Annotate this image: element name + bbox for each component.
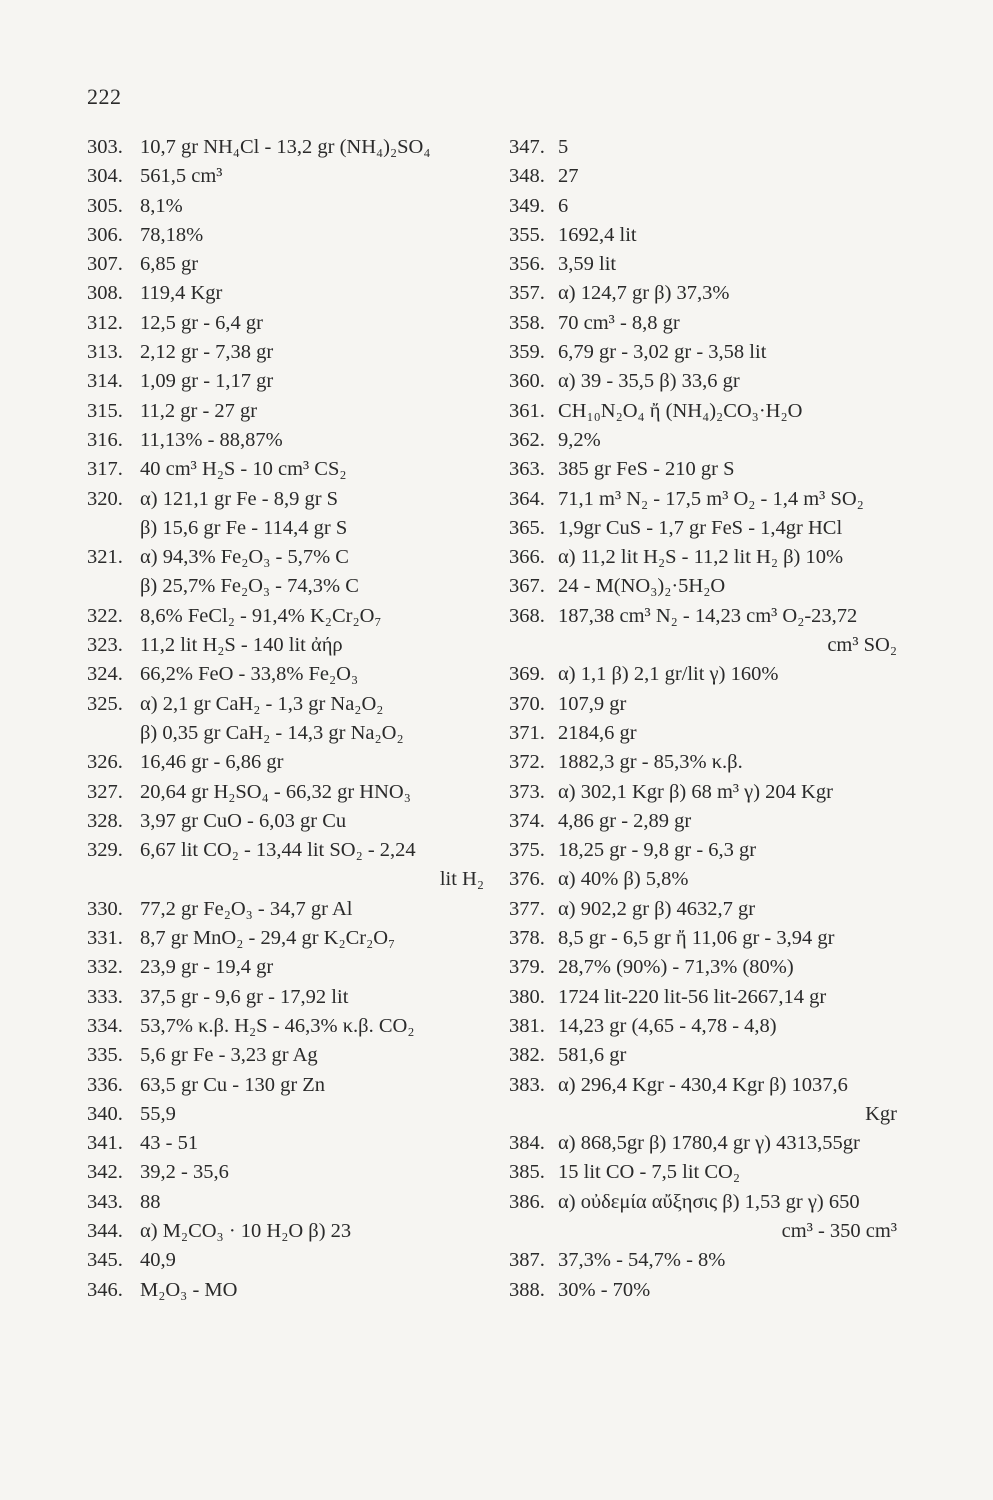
answer-entry xyxy=(87,1188,502,1217)
problem-number: 330. xyxy=(87,897,123,920)
answer-text: 3,59 lit xyxy=(558,253,617,276)
problem-number: 358. xyxy=(509,311,545,334)
answer-entry xyxy=(87,1071,502,1100)
answer-text: 6,85 gr xyxy=(140,253,199,276)
answer-text: 66,2% FeO - 33,8% Fe₂O₃ xyxy=(140,663,359,686)
answers-right-column xyxy=(509,133,909,1305)
answer-continuation-line xyxy=(87,865,502,894)
answer-entry xyxy=(509,221,909,250)
answer-entry xyxy=(509,192,909,221)
answer-text: 20,64 gr H₂SO₄ - 66,32 gr HNO₃ xyxy=(140,780,411,803)
problem-number: 370. xyxy=(509,692,545,715)
problem-number: 362. xyxy=(509,428,545,451)
problem-number: 380. xyxy=(509,985,545,1008)
answer-entry xyxy=(509,953,909,982)
answer-text: 18,25 gr - 9,8 gr - 6,3 gr xyxy=(558,839,757,862)
answer-text: 40,9 xyxy=(140,1249,176,1272)
answer-entry xyxy=(509,778,909,807)
answer-entry xyxy=(509,1158,909,1187)
answer-continuation-line xyxy=(87,514,502,543)
answer-text: 39,2 - 35,6 xyxy=(140,1161,229,1184)
answer-text: 5,6 gr Fe - 3,23 gr Ag xyxy=(140,1044,318,1067)
answer-entry xyxy=(509,572,909,601)
answer-text: α) 94,3% Fe₂O₃ - 5,7% C xyxy=(140,546,349,569)
answer-text: 1724 lit-220 lit-56 lit-2667,14 gr xyxy=(558,985,827,1008)
answer-text: 55,9 xyxy=(140,1102,176,1125)
answer-entry xyxy=(87,748,502,777)
answer-entry xyxy=(509,279,909,308)
answer-text: 385 gr FeS - 210 gr S xyxy=(558,458,735,481)
answer-text: 1,09 gr - 1,17 gr xyxy=(140,370,274,393)
problem-number: 382. xyxy=(509,1044,545,1067)
answer-text: 11,2 lit H₂S - 140 lit ἀήρ xyxy=(140,634,343,657)
answer-text: 11,2 gr - 27 gr xyxy=(140,399,258,422)
answer-entry xyxy=(87,455,502,484)
answer-entry xyxy=(87,690,502,719)
problem-number: 320. xyxy=(87,487,123,510)
problem-number: 324. xyxy=(87,663,123,686)
answer-text: α) 302,1 Kgr β) 68 m³ γ) 204 Kgr xyxy=(558,780,833,803)
problem-number: 306. xyxy=(87,223,123,246)
answer-entry xyxy=(87,485,502,514)
answer-text: CH₁₀N₂O₄ ἤ (NH₄)₂CO₃·H₂O xyxy=(558,399,803,422)
problem-number: 344. xyxy=(87,1219,123,1242)
problem-number: 355. xyxy=(509,223,545,246)
problem-number: 307. xyxy=(87,253,123,276)
answer-text: α) 2,1 gr CaH₂ - 1,3 gr Na₂O₂ xyxy=(140,692,384,715)
answer-entry xyxy=(87,1158,502,1187)
answer-text: α) 121,1 gr Fe - 8,9 gr S xyxy=(140,487,339,510)
problem-number: 376. xyxy=(509,868,545,891)
answer-entry xyxy=(87,1012,502,1041)
answer-entry xyxy=(509,250,909,279)
answer-entry xyxy=(509,807,909,836)
answer-text: 40 cm³ H₂S - 10 cm³ CS₂ xyxy=(140,458,347,481)
answer-text: 30% - 70% xyxy=(558,1278,651,1301)
answer-entry xyxy=(87,133,502,162)
answer-entry xyxy=(509,1041,909,1070)
answer-text: 71,1 m³ N₂ - 17,5 m³ O₂ - 1,4 m³ SO₂ xyxy=(558,487,864,510)
problem-number: 313. xyxy=(87,341,123,364)
problem-number: 366. xyxy=(509,546,545,569)
problem-number: 365. xyxy=(509,516,545,539)
answer-entry xyxy=(87,367,502,396)
problem-number: 347. xyxy=(509,136,545,158)
problem-number: 381. xyxy=(509,1014,545,1037)
problem-number: 368. xyxy=(509,604,545,627)
answer-entry xyxy=(509,543,909,572)
answer-entry xyxy=(87,309,502,338)
problem-number: 377. xyxy=(509,897,545,920)
problem-number: 315. xyxy=(87,399,123,422)
answer-text: 5 xyxy=(558,136,569,158)
problem-number: 361. xyxy=(509,399,545,422)
answer-text: 8,7 gr MnO₂ - 29,4 gr K₂Cr₂O₇ xyxy=(140,927,396,950)
answer-text: α) 902,2 gr β) 4632,7 gr xyxy=(558,897,756,920)
answer-entry xyxy=(509,602,909,631)
answer-text: 37,3% - 54,7% - 8% xyxy=(558,1249,726,1272)
answer-entry xyxy=(87,1246,502,1275)
problem-number: 360. xyxy=(509,370,545,393)
problem-number: 317. xyxy=(87,458,123,481)
answer-entry xyxy=(87,338,502,367)
problem-number: 332. xyxy=(87,956,123,979)
problem-number: 374. xyxy=(509,809,545,832)
problem-number: 314. xyxy=(87,370,123,393)
problem-number: 386. xyxy=(509,1190,545,1213)
problem-number: 340. xyxy=(87,1102,123,1125)
answer-text: α) 868,5gr β) 1780,4 gr γ) 4313,55gr xyxy=(558,1132,860,1155)
answer-continuation-line xyxy=(509,631,909,660)
answers-left-column xyxy=(87,133,502,1305)
answer-text: 70 cm³ - 8,8 gr xyxy=(558,311,680,334)
problem-number: 348. xyxy=(509,165,545,188)
answer-text: 3,97 gr CuO - 6,03 gr Cu xyxy=(140,809,347,832)
answer-entry xyxy=(509,748,909,777)
problem-number: 349. xyxy=(509,194,545,217)
problem-number: 334. xyxy=(87,1014,123,1037)
problem-number: 312. xyxy=(87,311,123,334)
answer-text: 6 xyxy=(558,194,569,217)
answer-entry xyxy=(87,602,502,631)
answer-entry xyxy=(509,1276,909,1305)
problem-number: 331. xyxy=(87,927,123,950)
problem-number: 364. xyxy=(509,487,545,510)
answer-text: α) 39 - 35,5 β) 33,6 gr xyxy=(558,370,740,393)
answer-text: 2,12 gr - 7,38 gr xyxy=(140,341,274,364)
answer-entry xyxy=(509,1129,909,1158)
answer-text: β) 15,6 gr Fe - 114,4 gr S xyxy=(140,516,348,539)
problem-number: 363. xyxy=(509,458,545,481)
answer-text: 16,46 gr - 6,86 gr xyxy=(140,751,284,774)
answer-text: 1,9gr CuS - 1,7 gr FeS - 1,4gr HCl xyxy=(558,516,843,539)
problem-number: 369. xyxy=(509,663,545,686)
answer-entry xyxy=(87,250,502,279)
problem-number: 378. xyxy=(509,927,545,950)
answer-entry xyxy=(87,807,502,836)
answer-text: 107,9 gr xyxy=(558,692,627,715)
problem-number: 325. xyxy=(87,692,123,715)
answer-text: lit H₂ xyxy=(439,868,484,891)
answer-text: 14,23 gr (4,65 - 4,78 - 4,8) xyxy=(558,1014,777,1037)
problem-number: 341. xyxy=(87,1132,123,1155)
answer-text: 27 xyxy=(558,165,579,188)
answer-entry xyxy=(509,895,909,924)
answer-entry xyxy=(87,631,502,660)
problem-number: 379. xyxy=(509,956,545,979)
problem-number: 387. xyxy=(509,1249,545,1272)
answer-text: cm³ - 350 cm³ xyxy=(781,1219,897,1242)
answer-entry xyxy=(87,1129,502,1158)
problem-number: 304. xyxy=(87,165,123,188)
answer-entry xyxy=(509,660,909,689)
problem-number: 346. xyxy=(87,1278,123,1301)
answer-entry xyxy=(87,543,502,572)
answer-text: 187,38 cm³ N₂ - 14,23 cm³ O₂-23,72 xyxy=(558,604,858,627)
answer-text: 8,6% FeCl₂ - 91,4% K₂Cr₂O₇ xyxy=(140,604,382,627)
answer-entry xyxy=(87,1217,502,1246)
problem-number: 333. xyxy=(87,985,123,1008)
answer-text: 37,5 gr - 9,6 gr - 17,92 lit xyxy=(140,985,349,1008)
answer-text: β) 0,35 gr CaH₂ - 14,3 gr Na₂O₂ xyxy=(140,721,404,744)
problem-number: 336. xyxy=(87,1073,123,1096)
answer-entry xyxy=(87,953,502,982)
answer-entry xyxy=(509,309,909,338)
answer-text: α) 1,1 β) 2,1 gr/lit γ) 160% xyxy=(558,663,779,686)
answer-entry xyxy=(87,983,502,1012)
answer-text: 2184,6 gr xyxy=(558,721,637,744)
answer-text: 8,1% xyxy=(140,194,183,217)
answer-text: 43 - 51 xyxy=(140,1132,199,1155)
problem-number: 357. xyxy=(509,282,545,305)
problem-number: 372. xyxy=(509,751,545,774)
answer-entry xyxy=(87,221,502,250)
answer-entry xyxy=(509,690,909,719)
answer-text: 119,4 Kgr xyxy=(140,282,223,305)
problem-number: 375. xyxy=(509,839,545,862)
problem-number: 322. xyxy=(87,604,123,627)
problem-number: 335. xyxy=(87,1044,123,1067)
problem-number: 383. xyxy=(509,1073,545,1096)
answer-text: 15 lit CO - 7,5 lit CO₂ xyxy=(558,1161,740,1184)
answer-text: 12,5 gr - 6,4 gr xyxy=(140,311,263,334)
problem-number: 345. xyxy=(87,1249,123,1272)
problem-number: 303. xyxy=(87,136,123,158)
problem-number: 356. xyxy=(509,253,545,276)
answer-entry xyxy=(87,192,502,221)
answer-entry xyxy=(87,162,502,191)
answer-entry xyxy=(509,485,909,514)
answer-entry xyxy=(87,836,502,865)
answer-text: 53,7% κ.β. H₂S - 46,3% κ.β. CO₂ xyxy=(140,1014,415,1037)
problem-number: 359. xyxy=(509,341,545,364)
problem-number: 342. xyxy=(87,1161,123,1184)
page-number: 222 xyxy=(87,84,122,109)
problem-number: 328. xyxy=(87,809,123,832)
problem-number: 373. xyxy=(509,780,545,803)
answer-text: 4,86 gr - 2,89 gr xyxy=(558,809,692,832)
answer-entry xyxy=(87,1100,502,1129)
answer-entry xyxy=(509,924,909,953)
answer-entry xyxy=(87,1276,502,1305)
answer-entry xyxy=(509,1012,909,1041)
answer-text: 11,13% - 88,87% xyxy=(140,428,283,451)
answer-entry xyxy=(509,338,909,367)
problem-number: 388. xyxy=(509,1278,545,1301)
answer-text: 78,18% xyxy=(140,223,204,246)
answer-text: 1882,3 gr - 85,3% κ.β. xyxy=(558,751,743,774)
problem-number: 327. xyxy=(87,780,123,803)
answer-text: 24 - M(NO₃)₂·5H₂O xyxy=(558,575,726,598)
answer-text: α) 124,7 gr β) 37,3% xyxy=(558,282,730,305)
answer-entry xyxy=(509,865,909,894)
answer-entry xyxy=(509,1246,909,1275)
problem-number: 329. xyxy=(87,839,123,862)
answer-entry xyxy=(87,397,502,426)
problem-number: 308. xyxy=(87,282,123,305)
answer-text: α) M₂CO₃ · 10 H₂O β) 23 xyxy=(140,1219,352,1242)
answer-text: 9,2% xyxy=(558,428,601,451)
answer-text: 8,5 gr - 6,5 gr ἤ 11,06 gr - 3,94 gr xyxy=(558,927,835,950)
answer-entry xyxy=(87,1041,502,1070)
answer-text: 581,6 gr xyxy=(558,1044,627,1067)
problem-number: 323. xyxy=(87,634,123,657)
answer-entry xyxy=(509,162,909,191)
problem-number: 384. xyxy=(509,1132,545,1155)
answer-text: 10,7 gr NH₄Cl - 13,2 gr (NH₄)₂SO₄ xyxy=(140,136,431,158)
answer-entry xyxy=(87,895,502,924)
answer-entry xyxy=(509,397,909,426)
problem-number: 321. xyxy=(87,546,123,569)
answer-entry xyxy=(509,719,909,748)
answer-text: 28,7% (90%) - 71,3% (80%) xyxy=(558,956,794,979)
problem-number: 305. xyxy=(87,194,123,217)
answer-entry xyxy=(509,514,909,543)
problem-number: 316. xyxy=(87,428,123,451)
answer-text: M₂O₃ - MO xyxy=(140,1278,238,1301)
answer-continuation-line xyxy=(509,1100,909,1129)
answer-entry xyxy=(509,133,909,162)
answer-continuation-line xyxy=(509,1217,909,1246)
answer-text: α) οὐδεμία αὔξησις β) 1,53 gr γ) 650 xyxy=(558,1190,860,1213)
answer-entry xyxy=(87,279,502,308)
answer-entry xyxy=(87,426,502,455)
answer-entry xyxy=(87,778,502,807)
answer-text: 63,5 gr Cu - 130 gr Zn xyxy=(140,1073,326,1096)
answer-continuation-line xyxy=(87,572,502,601)
problem-number: 385. xyxy=(509,1161,545,1184)
answer-entry xyxy=(87,660,502,689)
answer-entry xyxy=(509,426,909,455)
answer-entry xyxy=(509,455,909,484)
answer-continuation-line xyxy=(87,719,502,748)
answer-text: α) 11,2 lit H₂S - 11,2 lit H₂ β) 10% xyxy=(558,546,844,569)
problem-number: 343. xyxy=(87,1190,123,1213)
answer-text: α) 296,4 Kgr - 430,4 Kgr β) 1037,6 xyxy=(558,1073,848,1096)
answer-entry xyxy=(509,983,909,1012)
answer-entry xyxy=(509,836,909,865)
answer-text: 88 xyxy=(140,1190,161,1213)
answer-entry xyxy=(509,1071,909,1100)
answer-text: α) 40% β) 5,8% xyxy=(558,868,689,891)
answer-text: 23,9 gr - 19,4 gr xyxy=(140,956,274,979)
answer-text: 6,79 gr - 3,02 gr - 3,58 lit xyxy=(558,341,767,364)
answer-entry xyxy=(509,367,909,396)
answer-text: 6,67 lit CO₂ - 13,44 lit SO₂ - 2,24 xyxy=(140,839,416,862)
answer-text: 77,2 gr Fe₂O₃ - 34,7 gr Al xyxy=(140,897,353,920)
answer-text: 1692,4 lit xyxy=(558,223,637,246)
answer-text: β) 25,7% Fe₂O₃ - 74,3% C xyxy=(140,575,359,598)
answer-entry xyxy=(509,1188,909,1217)
problem-number: 371. xyxy=(509,721,545,744)
problem-number: 367. xyxy=(509,575,545,598)
answer-text: cm³ SO₂ xyxy=(827,634,897,657)
answer-text: Kgr xyxy=(865,1102,897,1125)
problem-number: 326. xyxy=(87,751,123,774)
answer-text: 561,5 cm³ xyxy=(140,165,223,188)
answer-entry xyxy=(87,924,502,953)
